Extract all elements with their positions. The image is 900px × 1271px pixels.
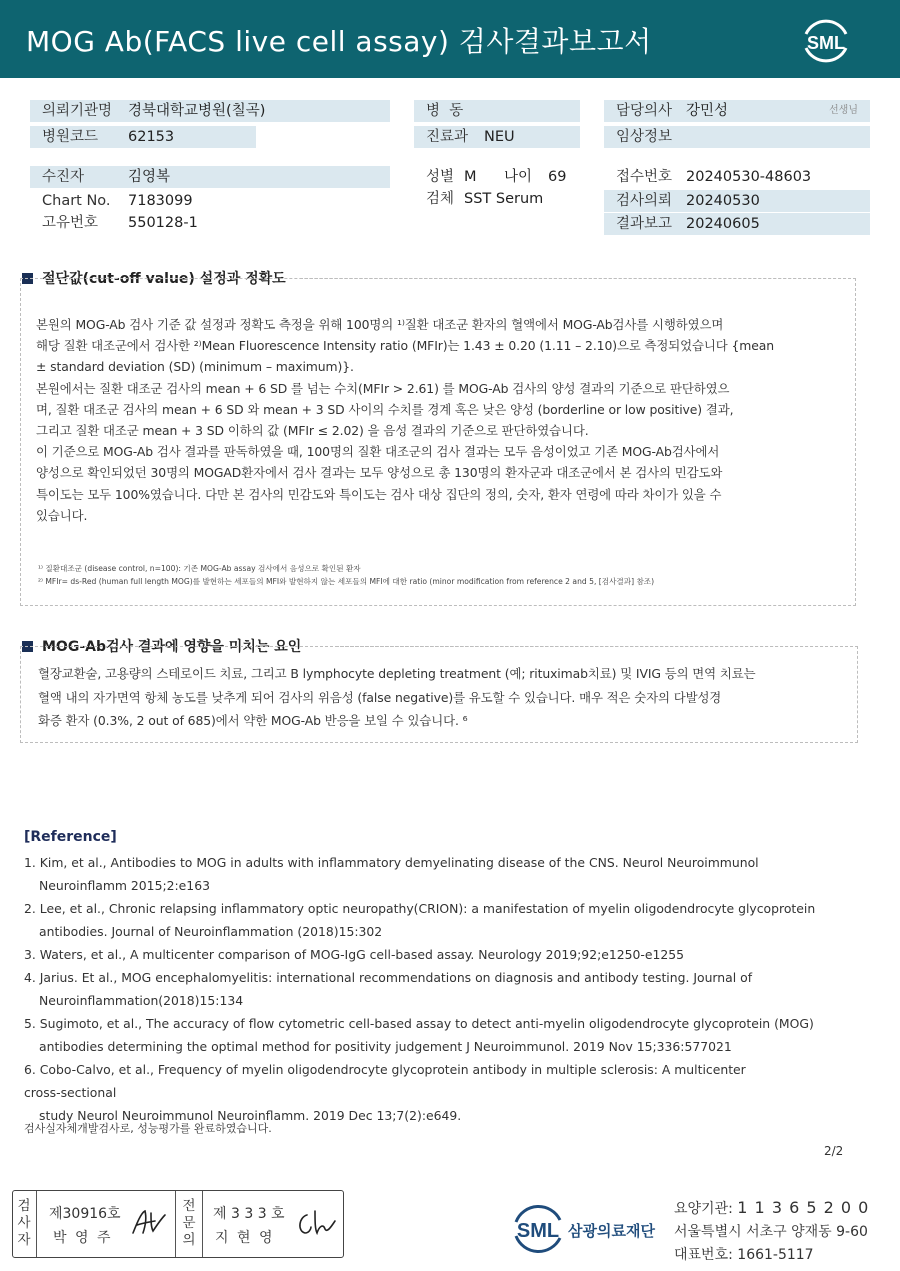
report-title: MOG Ab(FACS live cell assay) 검사결과보고서 [26, 25, 652, 58]
patient-value: 김영복 [128, 169, 171, 185]
paragraph-line: 이 기준으로 MOG-Ab 검사 결과를 판독하였을 때, 100명의 질환 대조군의 검사 결과는 모두 음성이었고 기존 MOG-Ab검사에서 [36, 444, 720, 460]
organization-address: 서울특별시 서초구 양재동 9-60 [674, 1224, 868, 1240]
institution-field [30, 100, 390, 122]
signature-box [12, 1190, 344, 1258]
hospital-code-value: 62153 [128, 129, 175, 145]
paragraph-line: 본원에서는 질환 대조군 검사의 mean + 6 SD 를 넘는 수치(MFIr > 2.61) 를 MOG-Ab 검사의 양성 결과의 기준으로 판단하였으 [36, 380, 730, 396]
organization-phone-label: 대표번호: [674, 1247, 733, 1263]
reference-line: 2. Lee, et al., Chronic relapsing inflammatory optic neuropathy(CRION): a manifestation of myelin oligodendrocyte glycoprotein [24, 901, 816, 916]
examiner-signature-icon [129, 1205, 169, 1239]
specialist-vertical-label [175, 1191, 203, 1257]
organization-name: 삼광의료재단 [568, 1222, 655, 1240]
reference-item [24, 966, 864, 1012]
patient-label: 수진자 [42, 169, 85, 185]
reference-list [24, 851, 864, 1127]
reference-line: antibodies determining the optimal method for positivity judgement J Neuroimmunol. 2019 Nov 15;336:577021 [39, 1039, 732, 1054]
unique-number-field [30, 212, 390, 234]
vertical-char: 문 [182, 1215, 196, 1231]
paragraph-line: 본원의 MOG-Ab 검사 기준 값 설정과 정확도 측정을 위해 100명의 ¹⁾질환 대조군 환자의 혈액에서 MOG-Ab검사를 시행하였으며 [36, 317, 724, 332]
age-value: 69 [548, 169, 567, 185]
vertical-char: 자 [17, 1232, 31, 1248]
page-number: 2/2 [824, 1144, 844, 1158]
sex-age-field [414, 166, 594, 188]
institution-label: 의뢰기관명 [42, 103, 113, 119]
paragraph-line: 화증 환자 (0.3%, 2 out of 685)에서 약한 MOG-Ab 반응을 보일 수 있습니다. ⁶ [38, 713, 468, 728]
hospital-code-label: 병원코드 [42, 129, 99, 145]
request-date-value: 20240530 [686, 193, 760, 209]
chart-number-field [30, 190, 390, 212]
doctor-suffix: 선생님 [829, 105, 858, 116]
paragraph-line: 혈액 내의 자가면역 항체 농도를 낮추게 되어 검사의 위음성 (false negative)를 유도할 수 있습니다. 매우 적은 숫자의 다발성경 [38, 689, 722, 705]
organization-phone-value: 1661-5117 [737, 1247, 814, 1263]
specimen-value: SST Serum [464, 191, 544, 207]
chart-number-value: 7183099 [128, 193, 193, 209]
specialist-id: 제 3 3 3 호 [213, 1206, 285, 1222]
reference-line: 1. Kim, et al., Antibodies to MOG in adults with inflammatory demyelinating disease of the CNS. Neurol Neuroimmunol [24, 855, 759, 870]
section-factors-title-text: MOG-Ab검사 결과에 영향을 미치는 요인 [42, 639, 302, 655]
receipt-number-value: 20240530-48603 [686, 169, 812, 185]
department-value: NEU [484, 129, 515, 145]
organization-code-value: 1 1 3 6 5 2 0 0 [737, 1198, 870, 1217]
receipt-number-label: 접수번호 [616, 169, 673, 185]
report-header [0, 0, 900, 78]
reference-line: 5. Sugimoto, et al., The accuracy of flow cytometric cell-based assay to detect anti-myelin oligodendrocyte glycoprotein (MOG) [24, 1016, 814, 1031]
sex-label: 성별 [426, 169, 455, 185]
paragraph-line: 양성으로 확인되었던 30명의 MOGAD환자에서 검사 결과는 모두 양성으로 총 130명의 환자군과 대조군에서 본 검사의 민감도와 [36, 465, 723, 481]
reference-item [24, 897, 864, 943]
sml-logo-icon [798, 14, 854, 66]
reference-line: cross-sectional [24, 1085, 117, 1100]
vertical-char: 사 [17, 1215, 31, 1231]
chart-number-label: Chart No. [42, 193, 111, 209]
vertical-char: 전 [182, 1198, 196, 1214]
report-date-field [604, 213, 870, 235]
reference-line: 3. Waters, et al., A multicenter comparison of MOG-IgG cell-based assay. Neurology 2019;92;e1250-e1255 [24, 947, 685, 962]
reference-line: Neuroinflamm 2015;2:e163 [39, 878, 210, 893]
doctor-value: 강민성 [686, 103, 729, 119]
request-date-label: 검사의뢰 [616, 193, 673, 209]
specialist-name: 지 현 영 [215, 1230, 275, 1246]
hospital-code-field [30, 126, 256, 148]
footnote-1: ¹⁾ 질환대조군 (disease control, n=100): 기존 MOG-Ab assay 검사에서 음성으로 확인된 환자 [38, 564, 361, 573]
department-field [414, 126, 580, 148]
reference-line: 4. Jarius. Et al., MOG encephalomyelitis: international recommendations on diagnosis and antibody testing. Journal of [24, 970, 753, 985]
paragraph-line: 특이도는 모두 100%였습니다. 다만 본 검사의 민감도와 특이도는 검사 대상 집단의 정의, 숫자, 환자 연령에 따라 차이가 있을 수 [36, 486, 722, 502]
sml-org-logo-icon [508, 1200, 568, 1256]
specialist-signature-icon [293, 1207, 337, 1239]
svg-text:SML: SML [516, 1220, 560, 1242]
unique-number-label: 고유번호 [42, 215, 99, 231]
clinical-info-field [604, 126, 870, 148]
reference-item [24, 1058, 864, 1127]
unique-number-value: 550128-1 [128, 215, 198, 231]
doctor-field [604, 100, 870, 122]
receipt-number-field [604, 166, 870, 188]
examiner-name: 박 영 주 [53, 1230, 113, 1246]
reference-title: [Reference] [24, 829, 117, 845]
paragraph-line: ± standard deviation (SD) (minimum – maximum)}. [36, 359, 354, 375]
organization-code-label: 요양기관: [674, 1201, 733, 1217]
patient-field [30, 166, 390, 188]
vertical-char: 검 [17, 1198, 31, 1214]
reference-item [24, 851, 864, 897]
organization-phone [674, 1244, 814, 1264]
paragraph-line: 혈장교환술, 고용량의 스테로이드 치료, 그리고 B lymphocyte depleting treatment (예; rituximab치료) 및 IVIG 등의 면역 치료는 [38, 666, 756, 681]
paragraph-line: 며, 질환 대조군 검사의 mean + 6 SD 와 mean + 3 SD 사이의 수치를 경계 혹은 낮은 양성 (borderline or low positive) 결과, [36, 401, 734, 417]
vertical-char: 의 [182, 1232, 196, 1248]
examiner-id: 제30916호 [49, 1206, 121, 1222]
report-date-value: 20240605 [686, 216, 760, 232]
reference-item [24, 1012, 864, 1058]
section-cutoff-title-text: 절단값(cut-off value) 설정과 정확도 [42, 271, 286, 287]
ward-label: 병 동 [426, 103, 464, 119]
svg-text:SML: SML [807, 33, 845, 53]
reference-line: study Neurol Neuroimmunol Neuroinflamm. 2019 Dec 13;7(2):e649. [39, 1108, 462, 1123]
ward-field [414, 100, 580, 122]
reference-line: antibodies. Journal of Neuroinflammation (2018)15:302 [39, 924, 383, 939]
paragraph-line: 해당 질환 대조군에서 검사한 ²⁾Mean Fluorescence Intensity ratio (MFIr)는 1.43 ± 0.20 (1.11 – 2.10)으로 측정되었습니다 {mean [36, 338, 774, 354]
reference-line: 6. Cobo-Calvo, et al., Frequency of myelin oligodendrocyte glycoprotein antibody in multiple sclerosis: A multicenter [24, 1062, 746, 1077]
sex-value: M [464, 169, 477, 185]
age-label: 나이 [504, 169, 533, 185]
department-label: 진료과 [426, 129, 469, 145]
paragraph-line: 있습니다. [36, 507, 88, 523]
clinical-info-label: 임상정보 [616, 129, 673, 145]
section-cutoff-body [36, 314, 842, 526]
completion-note: 검사실자체개발검사로, 성능평가를 완료하였습니다. [24, 1122, 272, 1135]
organization-code [674, 1198, 869, 1218]
reference-line: Neuroinflammation(2018)15:134 [39, 993, 244, 1008]
section-factors-body [38, 662, 844, 733]
institution-value: 경북대학교병원(칠곡) [128, 103, 266, 119]
specimen-label: 검체 [426, 191, 455, 207]
reference-item [24, 943, 864, 966]
doctor-label: 담당의사 [616, 103, 673, 119]
paragraph-line: 그리고 질환 대조군 mean + 3 SD 이하의 값 (MFIr ≤ 2.02) 을 음성 결과의 기준으로 판단하였습니다. [36, 423, 589, 439]
footnote-2: ²⁾ MFIr= ds-Red (human full length MOG)를 발현하는 세포들의 MFI와 발현하지 않는 세포들의 MFI에 대한 ratio (minor modification from reference 2 and 5, [검사결과] 참조) [38, 577, 655, 586]
request-date-field [604, 190, 870, 212]
report-date-label: 결과보고 [616, 216, 673, 232]
specimen-field [414, 188, 594, 210]
examiner-vertical-label [13, 1191, 37, 1257]
